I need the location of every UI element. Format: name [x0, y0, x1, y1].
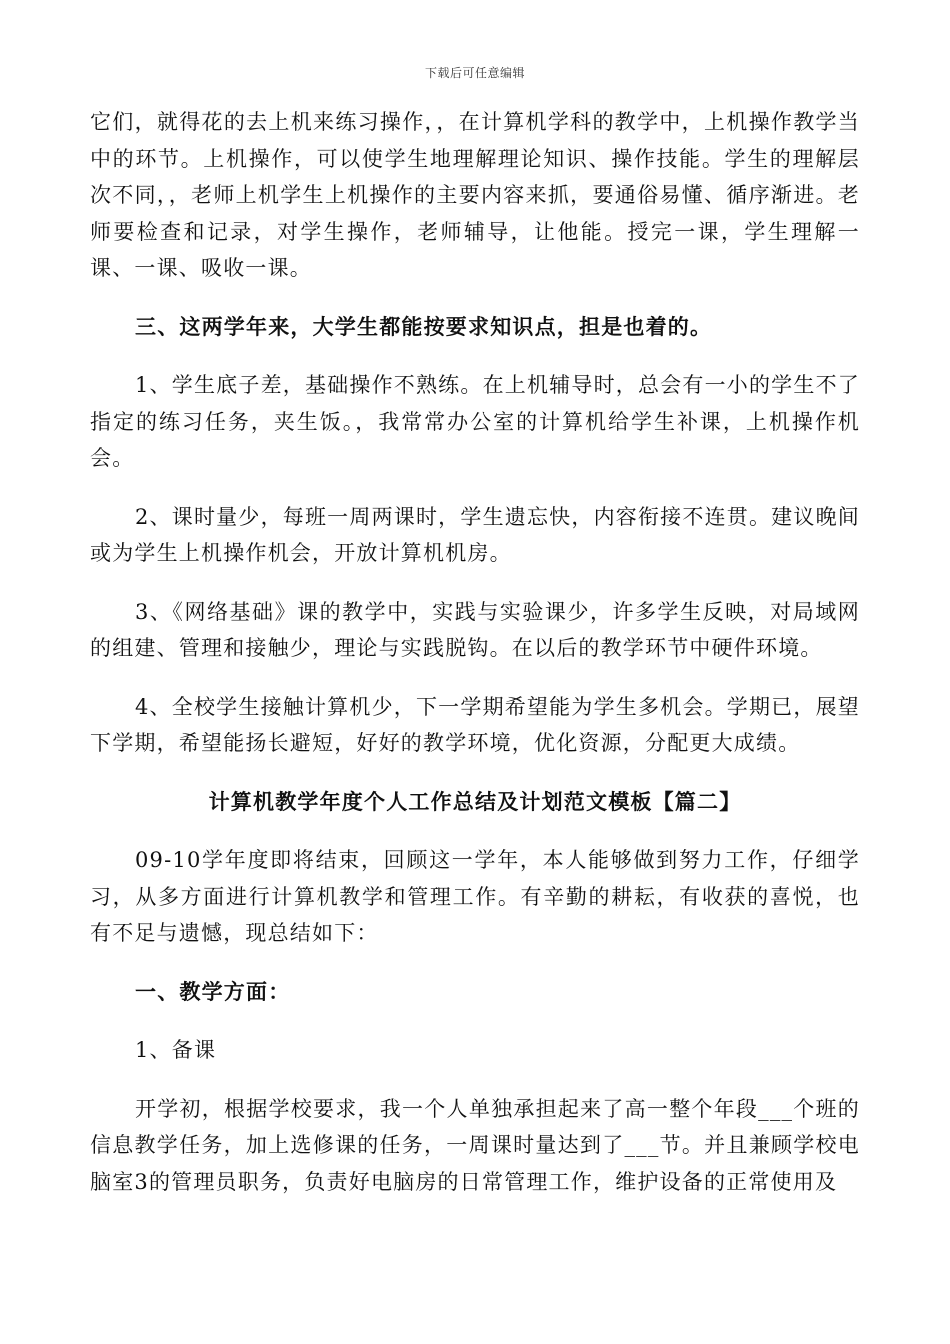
section-heading-three: 三、这两学年来，大学生都能按要求知识点，担是也着的。 — [135, 313, 713, 339]
paragraph-intro: 它们，就得花的去上机来练习操作，，在计算机学科的教学中，上机操作教学当中的环节。上机操作，可以使学生地理解理论知识、操作技能。学生的理解层次不同，，老师上机学生上机操作的主要内容来抓，要通俗易懂、循序渐进。老师要检查和记录，对学生操作，老师辅导，让他能。授完一课，学生理解一课、一课、吸收一课。 — [90, 110, 860, 280]
document-body — [90, 104, 860, 1200]
paragraph-item-2: 2、课时量少，每班一周两课时，学生遗忘快，内容衔接不连贯。建议晚间或为学生上机操作机会，开放计算机机房。 — [90, 504, 860, 565]
article-title: 计算机教学年度个人工作总结及计划范文模板【篇二】 — [208, 788, 742, 814]
page-header: 下载后可任意编辑 — [424, 66, 525, 80]
section-heading-teaching: 一、教学方面： — [135, 978, 291, 1004]
paragraph-lesson-prep: 开学初，根据学校要求，我一个人单独承担起来了高一整个年段___个班的信息教学任务，加上选修课的任务，一周课时量达到了___节。并且兼顾学校电脑室3的管理员职务，负责好电脑房的日常管理工作，维护设备的正常使用及 — [90, 1096, 860, 1194]
subheading-lesson-prep: 1、备课 — [135, 1038, 217, 1062]
paragraph-item-1: 1、学生底子差，基础操作不熟练。在上机辅导时，总会有一小的学生不了指定的练习任务，夹生饭。，我常常办公室的计算机给学生补课，上机操作机会。 — [90, 373, 860, 470]
paragraph-item-4: 4、全校学生接触计算机少，下一学期希望能为学生多机会。学期已，展望下学期，希望能扬长避短，好好的教学环境，优化资源，分配更大成绩。 — [90, 694, 860, 755]
paragraph-item-3: 3、《网络基础》课的教学中，实践与实验课少，许多学生反映，对局域网的组建、管理和接触少，理论与实践脱钩。在以后的教学环节中硬件环境。 — [90, 599, 860, 660]
paragraph-summary-intro: 09-10学年度即将结束，回顾这一学年，本人能够做到努力工作，仔细学习，从多方面进行计算机教学和管理工作。有辛勤的耕耘，有收获的喜悦，也有不足与遗憾，现总结如下： — [90, 848, 860, 945]
